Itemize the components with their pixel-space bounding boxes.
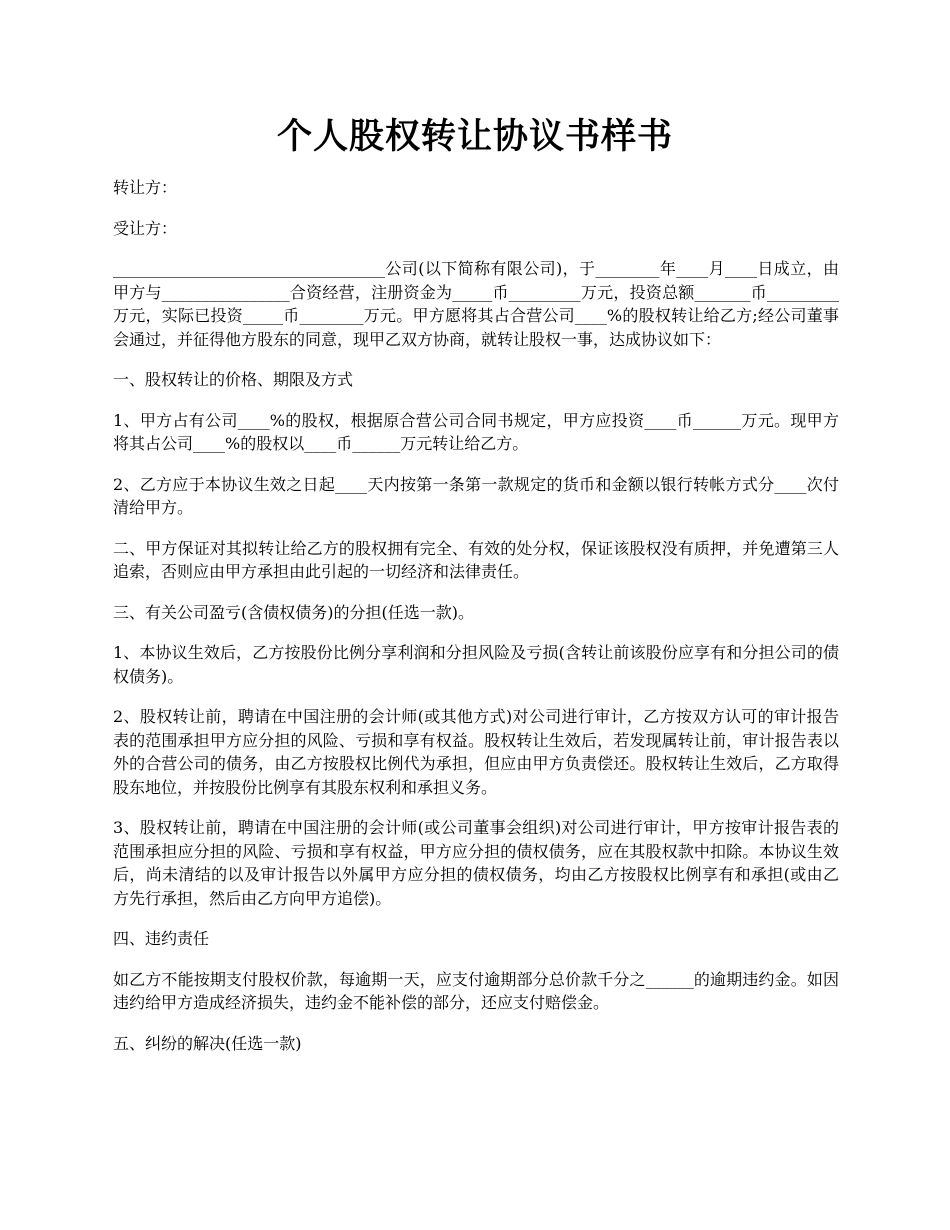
preamble-paragraph: __________________________________公司(以下简称有限公司)，于________年____月____日成立，由甲方与________________合资经营，注册资金为_____币_________万元，投资总额_______币_________万元，实际已投资_____币________万元。甲方愿将其占合营公司____%的股权转让给乙方;经公司董事会通过，并征得他方股东的同意，现甲乙双方协商，就转让股权一事，达成协议如下： bbox=[113, 259, 839, 349]
section-4-heading: 四、违约责任 bbox=[113, 929, 210, 948]
section-2-paragraph: 二、甲方保证对其拟转让给乙方的股权拥有完全、有效的处分权，保证该股权没有质押，并免遭第三人追索，否则应由甲方承担由此引起的一切经济和法律责任。 bbox=[113, 538, 839, 581]
section-3-clause-2: 2、股权转让前，聘请在中国注册的会计师(或其他方式)对公司进行审计，乙方按双方认可的审计报告表的范围承担甲方应分担的风险、亏损和享有权益。股权转让生效后，若发现属转让前，审计报告表以外的合营公司的债务，由乙方按股权比例代为承担，但应由甲方负责偿还。股权转让生效后，乙方取得股东地位，并按股份比例享有其股东权利和承担义务。 bbox=[113, 707, 839, 797]
document-title: 个人股权转让协议书样书 bbox=[276, 116, 673, 157]
section-1-clause-1: 1、甲方占有公司____%的股权，根据原合营公司合同书规定，甲方应投资____币______万元。现甲方将其占公司____%的股权以____币______万元转让给乙方。 bbox=[113, 410, 839, 453]
transferee-line: 受让方： bbox=[113, 218, 178, 238]
section-4-paragraph: 如乙方不能按期支付股权价款，每逾期一天，应支付逾期部分总价款千分之______的逾期违约金。如因违约给甲方造成经济损失，违约金不能补偿的部分，还应支付赔偿金。 bbox=[113, 969, 839, 1012]
section-5-heading: 五、纠纷的解决(任选一款) bbox=[113, 1033, 302, 1053]
section-3-clause-1: 1、本协议生效后，乙方按股份比例分享利润和分担风险及亏损(含转让前该股份应享有和分担公司的债权债务)。 bbox=[113, 643, 839, 686]
document-body bbox=[113, 176, 839, 1072]
section-3-heading: 三、有关公司盈亏(含债权债务)的分担(任选一款)。 bbox=[113, 602, 474, 622]
section-1-clause-2: 2、乙方应于本协议生效之日起____天内按第一条第一款规定的货币和金额以银行转帐方式分____次付清给甲方。 bbox=[113, 474, 839, 517]
section-3-clause-3: 3、股权转让前，聘请在中国注册的会计师(或公司董事会组织)对公司进行审计，甲方按审计报告表的范围承担应分担的风险、亏损和享有权益，甲方应分担的债权债务，应在其股权款中扣除。本协议生效后，尚未清结的以及审计报告以外属甲方应分担的债权债务，均由乙方按股权比例享有和承担(或由乙方先行承担，然后由乙方向甲方追偿)。 bbox=[113, 818, 839, 908]
section-1-heading: 一、股权转让的价格、期限及方式 bbox=[113, 370, 354, 389]
transferor-line: 转让方： bbox=[113, 178, 178, 197]
